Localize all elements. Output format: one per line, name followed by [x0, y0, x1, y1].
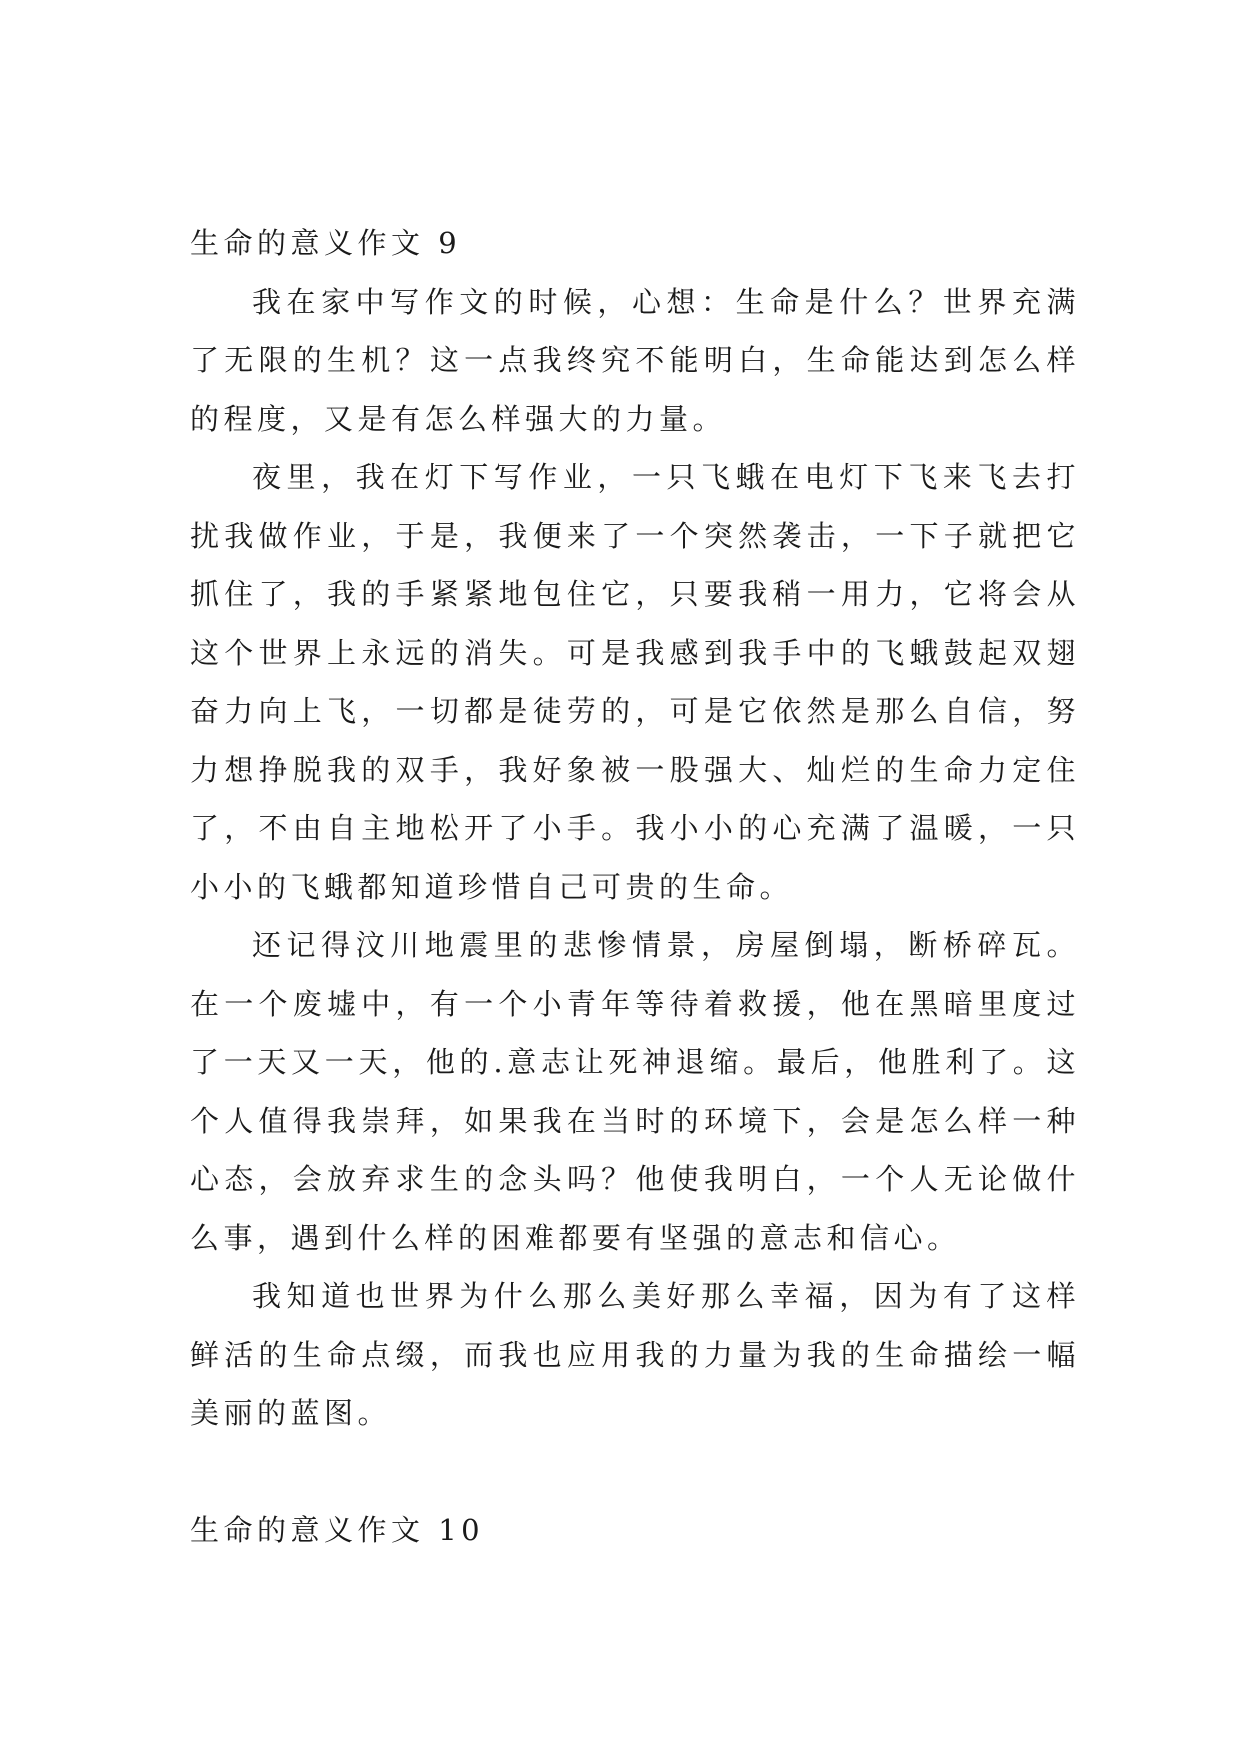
essay-9-paragraph-2: 夜里，我在灯下写作业，一只飞蛾在电灯下飞来飞去打扰我做作业，于是，我便来了一个突然袭击，一下子就把它抓住了，我的手紧紧地包住它，只要我稍一用力，它将会从这个世界上永远的消失。可是我感到我手中的飞蛾鼓起双翅奋力向上飞，一切都是徒劳的，可是它依然是那么自信，努力想挣脱我的双手，我好象被一股强大、灿烂的生命力定住了，不由自主地松开了小手。我小小的心充满了温暖，一只小小的飞蛾都知道珍惜自己可贵的生命。 [190, 460, 1080, 904]
essay-9-title: 生命的意义作文 9 [190, 226, 462, 260]
essay-9-paragraph-1: 我在家中写作文的时候，心想：生命是什么？世界充满了无限的生机？这一点我终究不能明白，生命能达到怎么样的程度，又是有怎么样强大的力量。 [190, 284, 1080, 436]
section-spacer [190, 1443, 1080, 1502]
essay-10-title: 生命的意义作文 10 [190, 1513, 485, 1547]
document-body [190, 214, 1080, 1560]
essay-9-paragraph-3: 还记得汶川地震里的悲惨情景，房屋倒塌，断桥碎瓦。在一个废墟中，有一个小青年等待着救援，他在黑暗里度过了一天又一天，他的.意志让死神退缩。最后，他胜利了。这个人值得我崇拜，如果我在当时的环境下，会是怎么样一种心态，会放弃求生的念头吗？他使我明白，一个人无论做什么事，遇到什么样的困难都要有坚强的意志和信心。 [190, 928, 1080, 1255]
essay-9-paragraph-4: 我知道也世界为什么那么美好那么幸福，因为有了这样鲜活的生命点缀，而我也应用我的力量为我的生命描绘一幅美丽的蓝图。 [190, 1279, 1080, 1430]
